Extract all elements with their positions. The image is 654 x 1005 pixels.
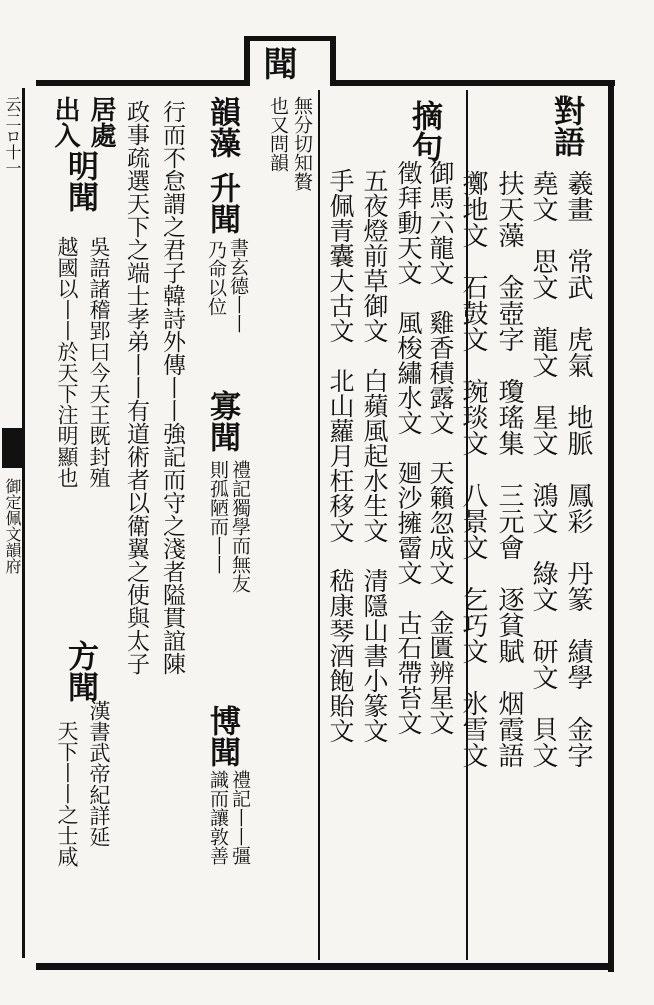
yunzao-note-3b: 識而讓敦善 bbox=[207, 770, 229, 865]
header-note-1: 無分切知贅 bbox=[291, 96, 313, 191]
yunzao-term-guawen: 寡聞 bbox=[204, 390, 240, 452]
page-tab-title: 聞 bbox=[257, 46, 297, 80]
yunzao-term-mingwen: 明聞 bbox=[62, 150, 98, 212]
yunzao-note-2b: 則孤陋而丨丨 bbox=[207, 460, 229, 574]
tab-right-edge bbox=[330, 36, 336, 86]
margin-side-fragment: 御定佩文韻府 bbox=[3, 478, 22, 574]
yunzao-term-fangwen: 方聞 bbox=[62, 640, 98, 702]
yunzao-note-6: 越國以丨丨於天下注明顯也 bbox=[55, 236, 79, 488]
heading-duiyu: 對語 bbox=[548, 95, 584, 157]
yunzao-note-2a: 禮記獨學而無友 bbox=[229, 460, 251, 593]
yunzao-text-col-4: 政事疏選天下之端士孝弟丨丨有道術者以衛翼之使與太子 bbox=[123, 100, 149, 675]
bottom-rule bbox=[36, 963, 614, 970]
top-rule-left bbox=[36, 80, 250, 86]
zhaiju-col-2: 徵拜動天文 風梭繡水文 廻沙擁霤文 古石帶苔文 bbox=[394, 160, 423, 735]
duiyu-col-3: 扶天藻 金壺字 瓊瑤集 三元會 逐貧賦 烟霞語 bbox=[494, 170, 524, 768]
yunzao-note-3a: 禮記丨丨彊 bbox=[229, 770, 251, 865]
duiyu-col-1: 羲畫 常武 虎氣 地脈 鳳彩 丹篆 績學 金字 bbox=[563, 170, 593, 768]
heading-yunzao: 韻藻 bbox=[204, 96, 240, 158]
header-note-2: 也又問韻 bbox=[267, 96, 289, 172]
top-rule-right bbox=[335, 80, 615, 86]
yunzao-term-shengwen: 升聞 bbox=[204, 172, 240, 234]
margin-black-block bbox=[2, 428, 22, 468]
yunzao-term-bowen: 博聞 bbox=[204, 705, 240, 767]
duiyu-col-2: 堯文 思文 龍文 星文 鴻文 綠文 研文 貝文 bbox=[528, 170, 558, 768]
yunzao-note-6b: 漢書武帝紀詳延 bbox=[87, 700, 111, 847]
zhaiju-col-3: 五夜燈前草御文 白蘋風起水生文 清隱山書小篆文 bbox=[360, 168, 389, 743]
yunzao-term-churu: 出入 bbox=[50, 96, 80, 148]
yunzao-note-1b: 乃命以位 bbox=[205, 240, 227, 316]
yunzao-note-5: 吳語諸稽郢曰今天王既封殖 bbox=[87, 236, 111, 488]
tab-top-edge bbox=[244, 36, 336, 41]
duiyu-col-4: 擲地文 石鼓文 琬琰文 八景文 乞巧文 氷雪文 bbox=[458, 170, 488, 768]
yunzao-note-1a: 書玄德丨丨 bbox=[227, 238, 249, 333]
heading-zhaiju: 摘句 bbox=[406, 100, 442, 162]
column-divider-2 bbox=[318, 90, 320, 960]
right-border bbox=[608, 80, 614, 972]
tab-left-edge bbox=[244, 36, 250, 86]
yunzao-note-7: 天下丨丨之士咸 bbox=[55, 720, 79, 867]
zhaiju-col-4: 手佩青囊大古文 北山蘿月枉移文 嵇康琴酒飽貽文 bbox=[326, 168, 355, 743]
margin-top-fragment: 云二ロ十一 bbox=[3, 96, 22, 176]
left-margin bbox=[2, 88, 25, 958]
yunzao-text-col-3: 行而不怠謂之君子韓詩外傳丨丨強記而守之淺者隘貫誼陳 bbox=[159, 100, 185, 675]
yunzao-term-juchu: 居處 bbox=[86, 96, 116, 148]
zhaiju-col-1: 御馬六龍文 雞香積露文 天籟忽成文 金匱辨星文 bbox=[426, 160, 455, 735]
